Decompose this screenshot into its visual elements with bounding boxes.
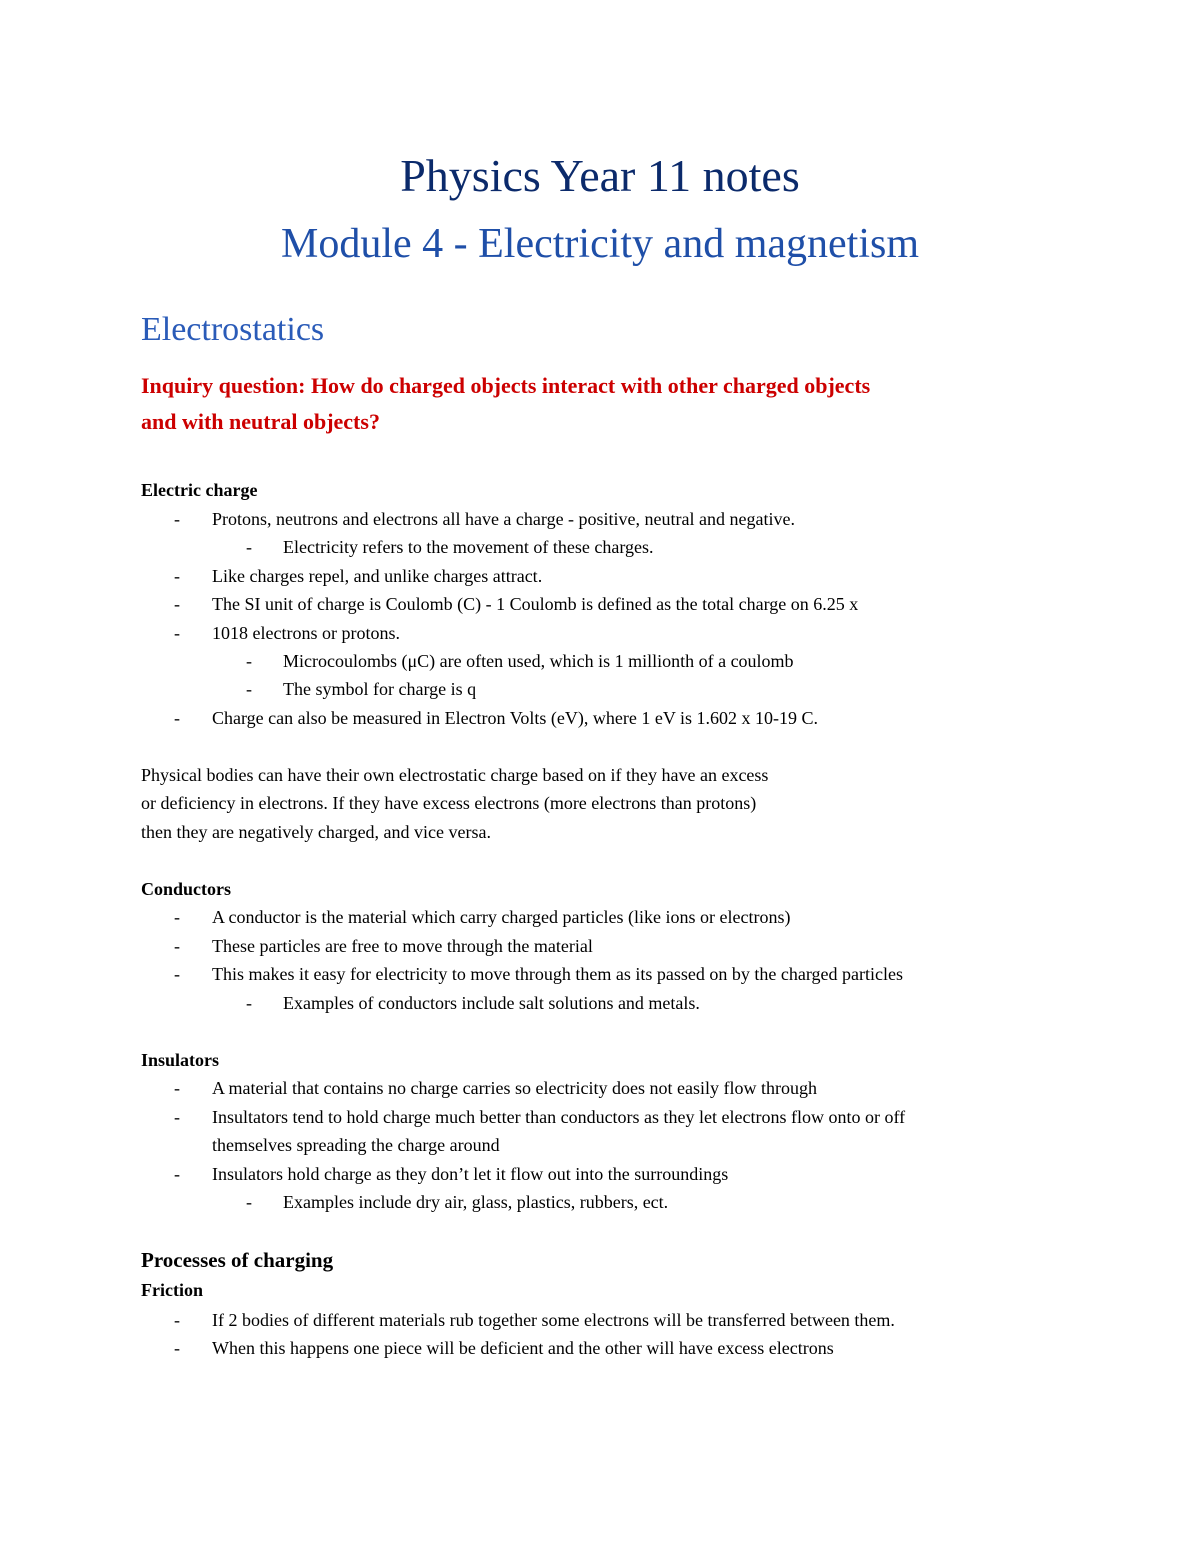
bullet-marker: -: [174, 936, 180, 956]
document-title: Physics Year 11 notes: [400, 150, 800, 201]
bullet-marker: -: [174, 1310, 180, 1330]
inquiry-line-2: and with neutral objects?: [141, 409, 380, 434]
list-item: Insultators tend to hold charge much better than conductors as they let electrons flow onto or off: [212, 1107, 906, 1127]
list-item: These particles are free to move through the material: [212, 936, 593, 956]
document-subtitle: Module 4 - Electricity and magnetism: [281, 221, 919, 267]
heading-conductors: Conductors: [141, 879, 232, 899]
list-item: Protons, neutrons and electrons all have a charge - positive, neutral and negative.: [212, 509, 795, 529]
list-item: When this happens one piece will be deficient and the other will have excess electrons: [212, 1338, 834, 1358]
list-item: themselves spreading the charge around: [212, 1135, 500, 1155]
bullet-marker: -: [174, 1107, 180, 1127]
section-heading-electrostatics: Electrostatics: [141, 311, 325, 348]
bullet-marker: -: [246, 651, 252, 671]
list-item: If 2 bodies of different materials rub together some electrons will be transferred between them.: [212, 1310, 895, 1330]
bullet-marker: -: [174, 907, 180, 927]
bullet-marker: -: [174, 1338, 180, 1358]
bullet-marker: -: [174, 594, 180, 614]
heading-insulators: Insulators: [141, 1050, 220, 1070]
list-item: The SI unit of charge is Coulomb (C) - 1 Coulomb is defined as the total charge on 6.25 x: [212, 594, 859, 614]
subheading-friction: Friction: [141, 1280, 203, 1300]
inquiry-question: [141, 368, 1081, 440]
bullet-marker: -: [246, 1192, 252, 1212]
list-item: 1018 electrons or protons.: [212, 623, 400, 643]
bullet-marker: -: [174, 623, 180, 643]
bullet-marker: -: [246, 679, 252, 699]
list-item: Examples include dry air, glass, plastics, rubbers, ect.: [283, 1192, 669, 1212]
paragraph-line: or deficiency in electrons. If they have excess electrons (more electrons than protons): [141, 793, 757, 813]
bullet-marker: -: [174, 1078, 180, 1098]
list-item: This makes it easy for electricity to move through them as its passed on by the charged particles: [212, 964, 903, 984]
inquiry-line-1: Inquiry question: How do charged objects interact with other charged objects: [141, 373, 871, 398]
bullet-marker: -: [174, 509, 180, 529]
list-item: A conductor is the material which carry charged particles (like ions or electrons): [212, 907, 791, 927]
bullet-marker: -: [174, 1164, 180, 1184]
bullet-marker: -: [174, 566, 180, 586]
list-item: The symbol for charge is q: [283, 679, 477, 699]
list-item: Microcoulombs (μC) are often used, which is 1 millionth of a coulomb: [283, 651, 794, 671]
list-item: Charge can also be measured in Electron Volts (eV), where 1 eV is 1.602 x 10-19 C.: [212, 708, 819, 728]
paragraph-line: Physical bodies can have their own electrostatic charge based on if they have an excess: [141, 765, 769, 785]
list-item: Insulators hold charge as they don’t let it flow out into the surroundings: [212, 1164, 729, 1184]
list-item: Like charges repel, and unlike charges attract.: [212, 566, 543, 586]
list-item: Examples of conductors include salt solutions and metals.: [283, 993, 700, 1013]
bullet-marker: -: [246, 993, 252, 1013]
bullet-marker: -: [174, 964, 180, 984]
bullet-marker: -: [174, 708, 180, 728]
list-item: A material that contains no charge carries so electricity does not easily flow through: [212, 1078, 817, 1098]
paragraph-line: then they are negatively charged, and vice versa.: [141, 822, 492, 842]
bullet-marker: -: [246, 537, 252, 557]
list-item: Electricity refers to the movement of these charges.: [283, 537, 654, 557]
heading-electric-charge: Electric charge: [141, 480, 258, 500]
heading-processes-of-charging: Processes of charging: [141, 1248, 334, 1272]
